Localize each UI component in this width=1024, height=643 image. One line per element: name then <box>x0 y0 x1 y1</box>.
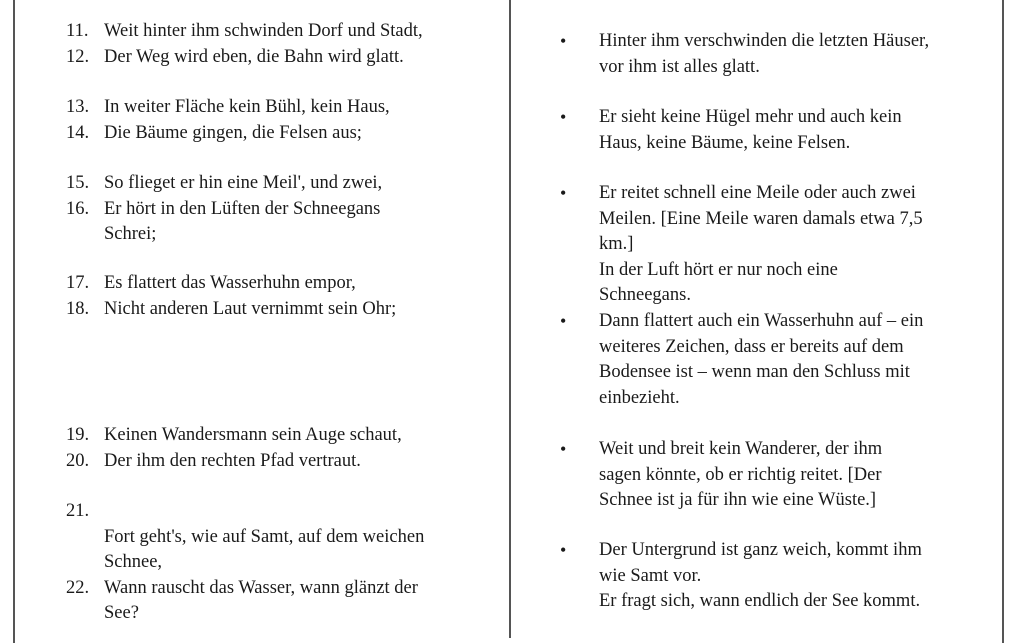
verse-number: 21. <box>66 501 90 521</box>
bullet-icon: • <box>560 31 567 51</box>
verse-number: 14. <box>66 122 90 143</box>
verse-line <box>66 197 382 223</box>
verse-number: 15. <box>66 173 90 193</box>
verse-number: 12. <box>66 46 90 67</box>
verse-text: Schrei; <box>104 224 157 244</box>
verse-number: 13. <box>66 97 90 117</box>
verse-number: 16. <box>66 198 90 219</box>
verse-line <box>66 271 396 297</box>
verse-line <box>66 550 424 576</box>
verse-group-11-12 <box>66 19 423 70</box>
verse-line <box>66 171 382 197</box>
verse-text: Wann rauscht das Wasser, wann glänzt der <box>104 577 418 598</box>
verse-line <box>66 297 396 323</box>
verse-group-15-16 <box>66 171 382 248</box>
note-text: Er reitet schnell eine Meile oder auch zwei Meilen. [Eine Meile waren damals etwa 7,5 km.] In der Luft hört er nur noch eine Schneegans. <box>599 183 923 305</box>
note-text: Dann flattert auch ein Wasserhuhn auf – ein weiteres Zeichen, dass er bereits auf dem Bodensee ist – wenn man den Schluss mit einbezieht. <box>599 311 924 408</box>
verse-line <box>66 449 402 475</box>
bullet-icon: • <box>560 107 567 127</box>
verse-text: So flieget er hin eine Meil', und zwei, <box>104 173 383 193</box>
verse-number: 11. <box>66 21 89 41</box>
verse-text: In weiter Fläche kein Bühl, kein Haus, <box>104 97 390 117</box>
verse-text: Weit hinter ihm schwinden Dorf und Stadt, <box>104 21 423 41</box>
verse-text: Die Bäume gingen, die Felsen aus; <box>104 122 362 143</box>
verse-line <box>66 576 424 602</box>
bullet-icon: • <box>560 183 567 203</box>
bullet-icon: • <box>560 540 567 560</box>
verse-line <box>66 95 390 121</box>
verse-text: Schnee, <box>104 552 163 572</box>
verse-number: 22. <box>66 577 90 598</box>
verse-line <box>66 19 423 45</box>
verse-text: Der ihm den rechten Pfad vertraut. <box>104 450 361 471</box>
note-text: Hinter ihm verschwinden die letzten Häuser, vor ihm ist alles glatt. <box>599 31 930 77</box>
verse-number: 20. <box>66 450 90 471</box>
verse-text <box>104 501 109 521</box>
verse-text: See? <box>104 603 139 623</box>
verse-number: 17. <box>66 273 90 293</box>
verse-group-21-22 <box>66 499 424 627</box>
note-text: Er sieht keine Hügel mehr und auch kein Haus, keine Bäume, keine Felsen. <box>599 107 902 153</box>
verse-group-19-20 <box>66 423 402 474</box>
note-text: Der Untergrund ist ganz weich, kommt ihm wie Samt vor. Er fragt sich, wann endlich der See kommt. <box>599 540 922 611</box>
verse-number: 18. <box>66 298 90 319</box>
bullet-icon: • <box>560 311 567 331</box>
poem-column <box>0 0 509 638</box>
verse-line <box>66 601 424 627</box>
verse-text: Es flattert das Wasserhuhn empor, <box>104 273 356 293</box>
verse-group-13-14 <box>66 95 390 146</box>
verse-line <box>66 45 423 71</box>
verse-number: 19. <box>66 425 90 445</box>
bullet-icon: • <box>560 439 567 459</box>
verse-text: Nicht anderen Laut vernimmt sein Ohr; <box>104 298 397 319</box>
verse-text: Der Weg wird eben, die Bahn wird glatt. <box>104 46 404 67</box>
verse-line <box>66 222 382 248</box>
verse-group-17-18 <box>66 271 396 322</box>
verse-line <box>66 525 424 551</box>
note-text: Weit und breit kein Wanderer, der ihm sagen könnte, ob er richtig reitet. [Der Schnee ist ja für ihn wie eine Wüste.] <box>599 439 883 510</box>
verse-line <box>66 121 390 147</box>
verse-line <box>66 423 402 449</box>
verse-text: Er hört in den Lüften der Schneegans <box>104 198 381 219</box>
verse-line <box>66 499 424 525</box>
verse-text: Fort geht's, wie auf Samt, auf dem weichen <box>104 526 425 547</box>
verse-text: Keinen Wandersmann sein Auge schaut, <box>104 425 402 445</box>
notes-column <box>511 0 1004 638</box>
